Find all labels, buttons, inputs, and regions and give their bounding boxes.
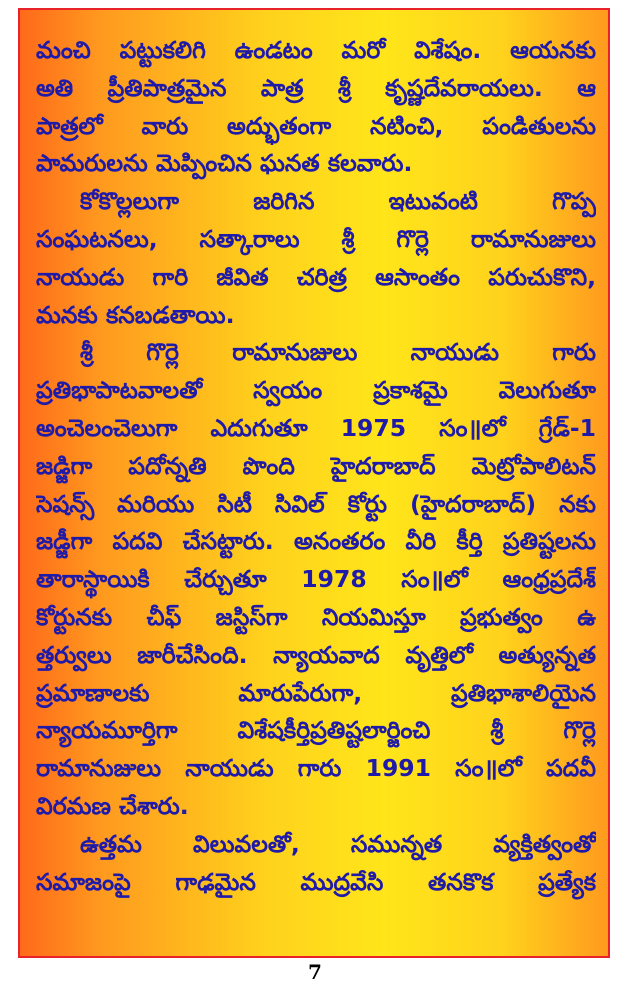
text-line: మంచి పట్టుకలిగి ఉండటం మరో విశేషం. ఆయనకు (36, 36, 596, 64)
page-number: 7 (308, 960, 322, 984)
text-line: మనకు కనబడతాయి. (36, 300, 235, 329)
text-line: కోకొల్లలుగా జరిగిన ఇటువంటి గొప్ప (80, 187, 596, 216)
text-line: జడ్జీగా పదవి చేసట్టారు. అనంతరం వీరి కీర్తి ప్రతిష్టలను (36, 527, 596, 556)
page-panel (18, 8, 610, 958)
text-line: పామరులను మెప్పించిన ఘనత కలవారు. (36, 149, 413, 178)
text-line: పాత్రలో వారు అద్భుతంగా నటించి, పండితులను (36, 111, 596, 140)
text-line: న్యాయమూర్తిగా విశేషకీర్తిప్రతిష్టలార్జించి శ్రీ గొర్లె (36, 716, 596, 745)
text-line: సెషన్స్ మరియు సిటీ సివిల్ కోర్టు (హైదరాబాద్) నకు (36, 489, 596, 518)
text-line: ప్రమాణాలకు మారుపేరుగా, ప్రతిభాశాలియైన (36, 678, 596, 707)
text-line: సంఘటనలు, సత్కారాలు శ్రీ గొర్లె రామానుజులు (36, 224, 596, 253)
body-text (36, 32, 596, 901)
text-line: అతి ప్రీతిపాత్రమైన పాత్ర శ్రీ కృష్ణదేవరాయలు. ఆ (36, 73, 596, 102)
text-line: అంచెలంచెలుగా ఎదుగుతూ 1975 సం॥లో గ్రేడ్-1 (36, 413, 596, 442)
text-line: రామానుజులు నాయుడు గారు 1991 సం॥లో పదవీ (36, 754, 596, 783)
text-line: ఉత్తమ విలువలతో, సమున్నత వ్యక్తిత్వంతో (80, 829, 596, 858)
text-line: ప్రతిభాపాటవాలతో స్వయం ప్రకాశమై వెలుగుతూ (36, 376, 596, 405)
text-line: జడ్జిగా పదోన్నతి పొంది హైదరాబాద్ మెట్రోపాలిటన్ (36, 451, 596, 480)
text-line: సమాజంపై గాఢమైన ముద్రవేసి తనకొక ప్రత్యేక (36, 867, 596, 896)
text-line: తారాస్థాయికి చేర్చుతూ 1978 సం॥లో ఆంధ్రప్రదేశ్ (36, 565, 596, 594)
text-line: కోర్టునకు చీఫ్ జస్టిస్‌గా నియమిస్తూ ప్రభుత్వం ఉ (36, 602, 596, 631)
text-line: విరమణ చేశారు. (36, 791, 189, 820)
text-line: త్తర్వులు జారీచేసింది. న్యాయవాద వృత్తిలో అత్యున్నత (36, 640, 596, 669)
text-line: శ్రీ గొర్లె రామానుజులు నాయుడు గారు (80, 338, 596, 367)
text-line: నాయుడు గారి జీవిత చరిత్ర ఆసాంతం పరుచుకొని, (36, 262, 596, 291)
